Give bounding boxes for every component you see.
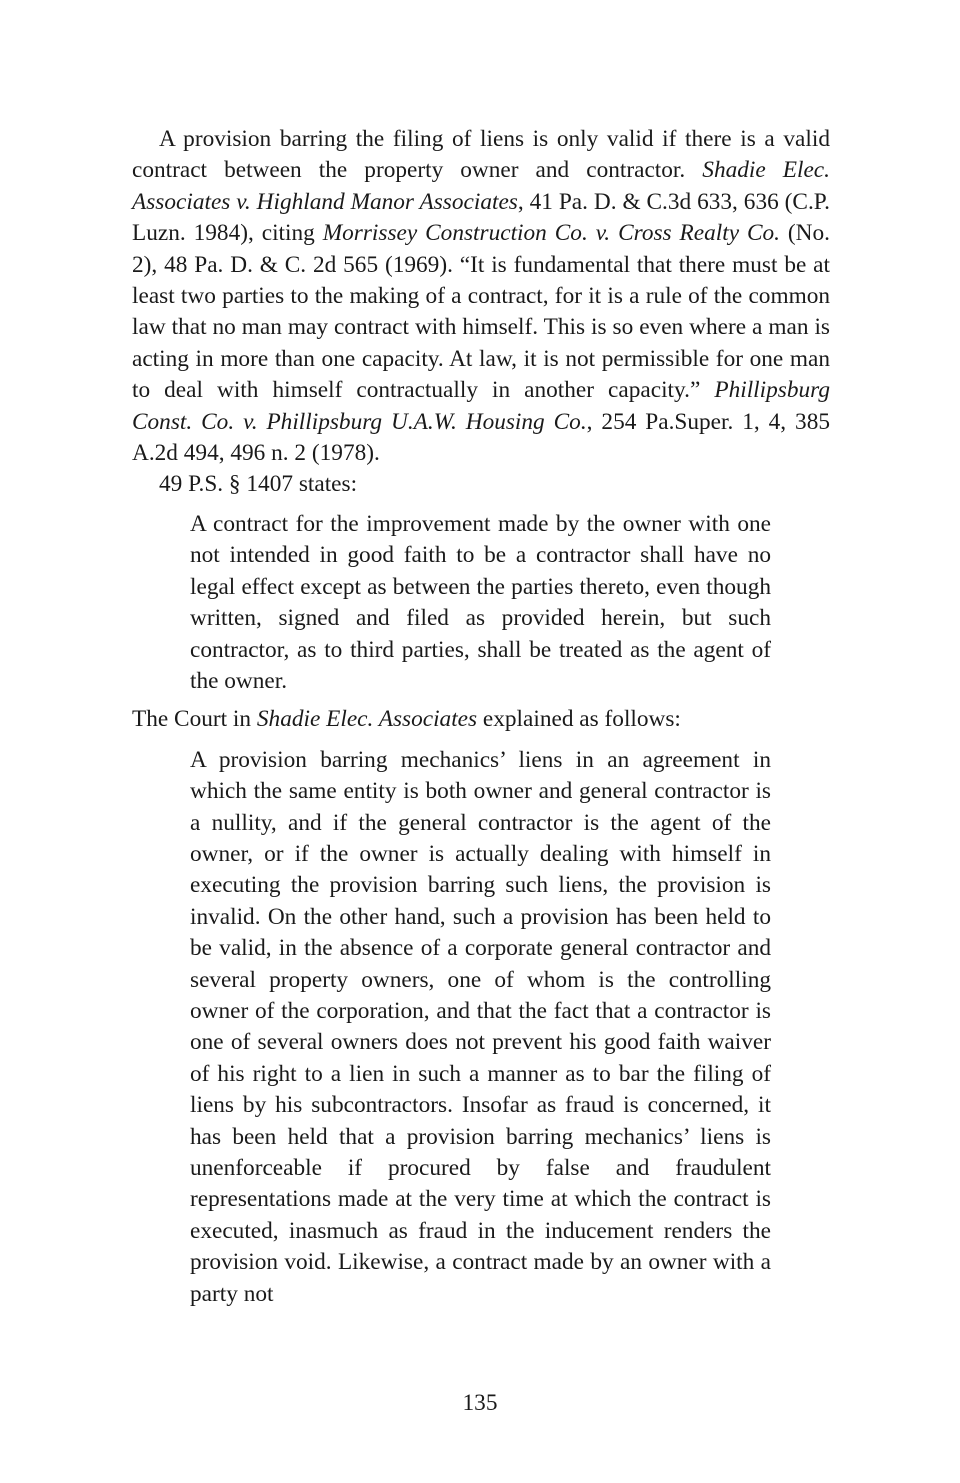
case-citation: Shadie Elec. Associates v. Highland Manor Associates: [132, 157, 830, 215]
paragraph-text: The Court in: [132, 706, 257, 733]
paragraph-text: , 41 Pa. D. & C.3d 633, 636 (C.P. Luzn. 1984), citing: [132, 188, 830, 247]
case-citation: Morrissey Construction Co. v. Cross Realty Co.: [322, 220, 780, 247]
case-citation: Phillipsburg Const. Co. v. Phillipsburg U.A.W. Housing Co.: [132, 377, 830, 435]
statute-intro: 49 P.S. § 1407 states:: [159, 471, 358, 498]
page-body: [132, 124, 830, 1310]
court-block-quote: A provision barring mechanics’ liens in an agreement in which the same entity is both owner and general contractor is a nullity, and if the general contractor is the agent of the owner, or if the owner is actually dealing with himself in executing the provision barring such liens, the provision is invalid. On the other hand, such a provision has been held to be valid, in the absence of a corporate general contractor and several property owners, one of whom is the controlling owner of the corporation, and that the fact that a contractor is one of several owners does not prevent his good faith waiver of his right to a lien in such a manner as to bar the filing of liens by his subcontractors. Insofar as fraud is concerned, it has been held that a provision barring mechanics’ liens is unenforceable if procured by false and fraudulent representations made at the very time at which the contract is executed, inasmuch as fraud in the inducement renders the provision void. Likewise, a contract made by an owner with a party not: [190, 746, 771, 1307]
paragraph-text: A provision barring the filing of liens is only valid if there is a valid contract between the property owner and contractor.: [132, 126, 830, 184]
page-number: 135: [462, 1390, 498, 1416]
court-intro: [132, 704, 830, 735]
paragraph-text: , 254 Pa.Super. 1, 4, 385 A.2d 494, 496 n. 2 (1978).: [132, 408, 830, 467]
paragraph-text: (No. 2), 48 Pa. D. & C. 2d 565 (1969). “It is fundamental that there must be at least two parties to the making of a contract, for it is a rule of the common law that no man may contract with himself. This is so even where a man is acting in more than one capacity. At law, it is not permissible for one man to deal with himself contractually in another capacity.”: [132, 220, 830, 404]
case-citation: Shadie Elec. Associates: [256, 706, 478, 733]
paragraph-text: explained as follows:: [477, 706, 681, 733]
paragraph-lien-validity: [132, 124, 830, 469]
statute-block-quote: A contract for the improvement made by the owner with one not intended in good faith to be a contractor shall have no legal effect except as between the parties thereto, even though written, signed and filed as provided herein, but such contractor, as to third parties, shall be treated as the agent of the owner.: [190, 510, 771, 694]
